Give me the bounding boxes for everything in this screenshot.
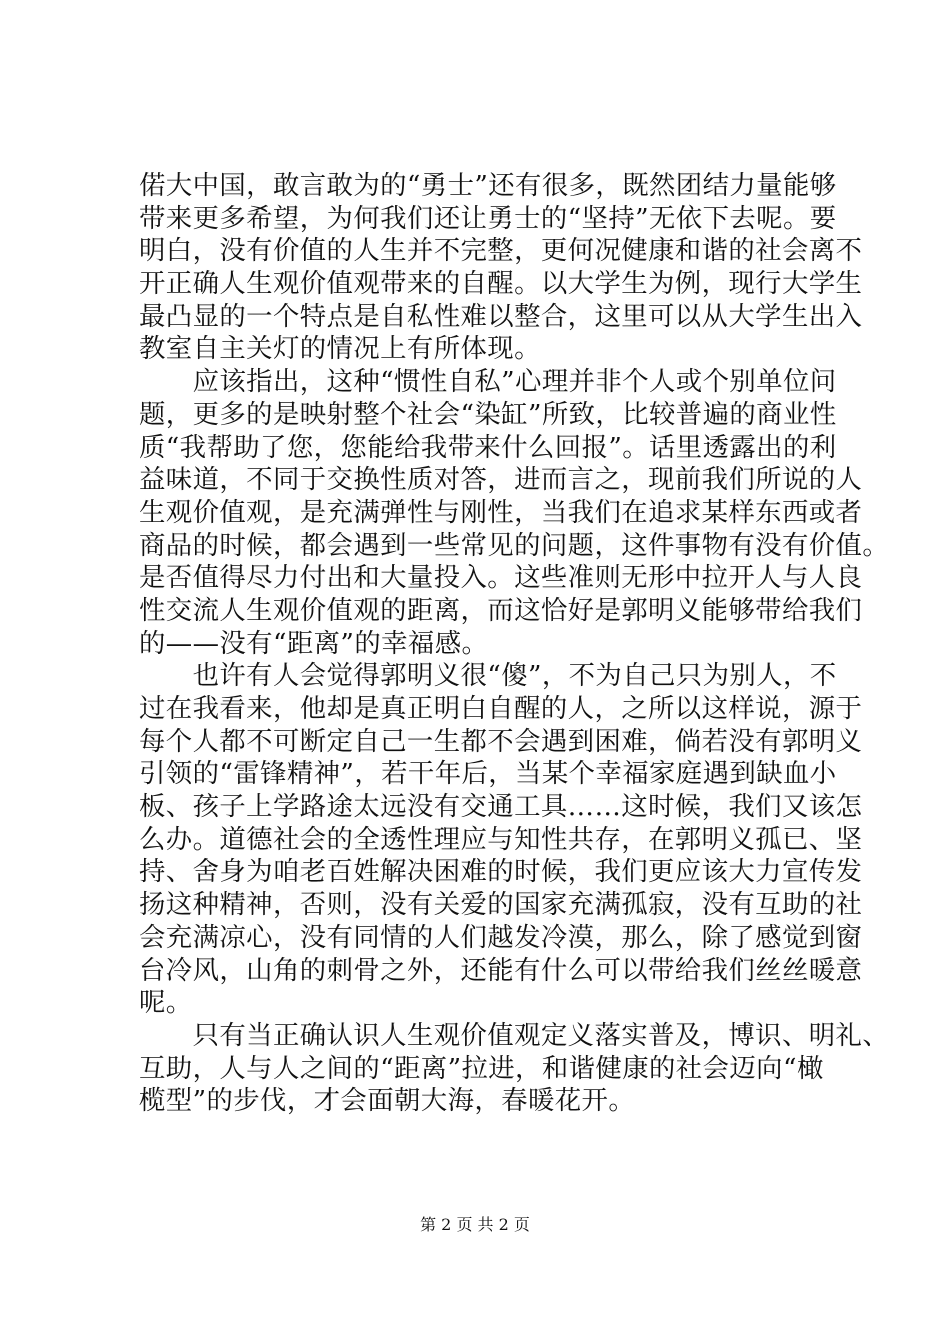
text-line: 题，更多的是映射整个社会“染缸”所致，比较普遍的商业性 bbox=[139, 398, 837, 430]
text-line: 带来更多希望，为何我们还让勇士的“坚持”无依下去呢。要 bbox=[139, 202, 837, 234]
text-line: 引领的“雷锋精神”，若干年后，当某个幸福家庭遇到缺血小 bbox=[139, 758, 837, 790]
text-line: 互助，人与人之间的“距离”拉进，和谐健康的社会迈向“橄 bbox=[139, 1052, 824, 1084]
text-line: 最凸显的一个特点是自私性难以整合，这里可以从大学生出入 bbox=[139, 300, 863, 332]
text-line: 教室自主关灯的情况上有所体现。 bbox=[139, 333, 541, 365]
text-line: 会充满凉心，没有同情的人们越发冷漠，那么，除了感觉到窗 bbox=[139, 921, 863, 953]
text-line: 偌大中国，敢言敢为的“勇士”还有很多，既然团结力量能够 bbox=[139, 170, 837, 201]
text-line: 应该指出，这种“惯性自私”心理并非个人或个别单位问 bbox=[139, 366, 837, 398]
text-line: 质“我帮助了您，您能给我带来什么回报”。话里透露出的利 bbox=[139, 431, 837, 463]
page-number: 第 2 页 共 2 页 bbox=[420, 1215, 530, 1234]
text-line: 也许有人会觉得郭明义很“傻”，不为自己只为别人，不 bbox=[139, 660, 837, 692]
text-line: 榄型”的步伐，才会面朝大海，春暖花开。 bbox=[139, 1085, 636, 1117]
text-line: 益味道，不同于交换性质对答，进而言之，现前我们所说的人 bbox=[139, 464, 863, 496]
text-line: 板、孩子上学路途太远没有交通工具……这时候，我们又该怎 bbox=[139, 791, 863, 823]
text-line: 么办。道德社会的全透性理应与知性共存，在郭明义孤已、坚 bbox=[139, 823, 863, 855]
text-line: 持、舍身为咱老百姓解决困难的时候，我们更应该大力宣传发 bbox=[139, 856, 863, 888]
text-line: 呢。 bbox=[139, 987, 193, 1019]
text-line: 是否值得尽力付出和大量投入。这些准则无形中拉开人与人良 bbox=[139, 562, 863, 594]
text-line: 明白，没有价值的人生并不完整，更何况健康和谐的社会离不 bbox=[139, 235, 863, 267]
text-line: 开正确人生观价值观带来的自醒。以大学生为例，现行大学生 bbox=[139, 268, 863, 300]
text-line: 商品的时候，都会遇到一些常见的问题，这件事物有没有价值。 bbox=[139, 529, 890, 561]
text-line: 性交流人生观价值观的距离，而这恰好是郭明义能够带给我们 bbox=[139, 594, 863, 626]
text-line: 过在我看来，他却是真正明白自醒的人，之所以这样说，源于 bbox=[139, 693, 863, 724]
document-body bbox=[139, 170, 890, 1118]
text-line: 每个人都不可断定自己一生都不会遇到困难，倘若没有郭明义 bbox=[139, 725, 863, 757]
text-line: 生观价值观，是充满弹性与刚性，当我们在追求某样东西或者 bbox=[139, 496, 863, 528]
text-line: 只有当正确认识人生观价值观定义落实普及，博识、明礼、 bbox=[139, 1019, 890, 1051]
page-footer bbox=[0, 1214, 950, 1236]
text-line: 台冷风，山角的刺骨之外，还能有什么可以带给我们丝丝暖意 bbox=[139, 954, 863, 986]
text-line: 的——没有“距离”的幸福感。 bbox=[139, 627, 489, 659]
text-line: 扬这种精神，否则，没有关爱的国家充满孤寂，没有互助的社 bbox=[139, 889, 863, 921]
